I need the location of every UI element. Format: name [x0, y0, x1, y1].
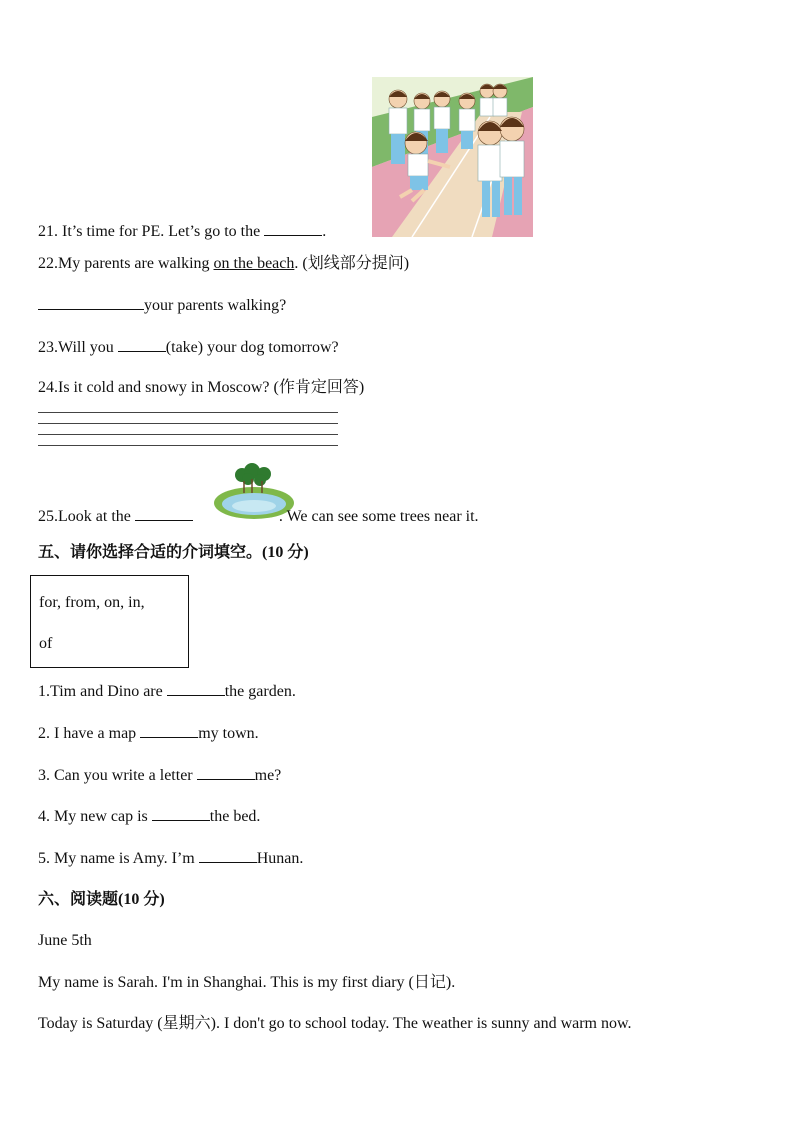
question-21 [38, 221, 326, 242]
question-22-answer [38, 295, 286, 316]
question-23-suffix: (take) your dog tomorrow? [165, 339, 339, 356]
item-suffix: my town. [198, 725, 259, 742]
answer-blank[interactable] [118, 337, 166, 352]
question-22-suffix: . (划线部分提问) [294, 255, 410, 272]
answer-blank[interactable] [167, 681, 225, 696]
answer-blank[interactable] [140, 723, 198, 738]
word-box-line2: of [39, 635, 53, 652]
section-6-title [38, 890, 165, 910]
playground-picture [372, 77, 533, 237]
answer-blank[interactable] [135, 506, 193, 521]
question-25-prefix: 25.Look at the [38, 508, 135, 525]
item-suffix: Hunan. [256, 850, 304, 867]
reading-date: June 5th [38, 932, 92, 949]
item-suffix: me? [254, 767, 282, 784]
question-22 [38, 254, 409, 274]
item-prefix: 3. Can you write a letter [38, 767, 197, 784]
question-22-prefix: 22.My parents are walking [38, 255, 214, 272]
answer-blank[interactable] [152, 806, 210, 821]
answer-blank[interactable] [264, 221, 322, 236]
item-prefix: 1.Tim and Dino are [38, 683, 167, 700]
question-24 [38, 378, 364, 398]
item-1 [38, 681, 296, 702]
question-22-answer-suffix: your parents walking? [144, 297, 287, 314]
reading-line-2: Today is Saturday (星期六). I don't go to school today. The weather is sunny and warm now. [38, 1015, 632, 1032]
writing-line[interactable] [38, 412, 338, 413]
word-box [30, 575, 189, 668]
section-6-title-cn: 六、阅读题 [38, 891, 119, 908]
question-23 [38, 337, 339, 358]
question-25 [38, 506, 479, 527]
answer-blank[interactable] [38, 295, 144, 310]
item-prefix: 5. My name is Amy. I’m [38, 850, 199, 867]
item-suffix: the bed. [209, 808, 261, 825]
section-6-title-score: (10 分) [118, 891, 165, 908]
item-5 [38, 848, 303, 869]
question-25-suffix: . We can see some trees near it. [278, 508, 479, 525]
writing-line[interactable] [38, 423, 338, 424]
item-2 [38, 723, 259, 744]
writing-line[interactable] [38, 445, 338, 446]
item-suffix: the garden. [224, 683, 296, 700]
item-prefix: 4. My new cap is [38, 808, 152, 825]
item-prefix: 2. I have a map [38, 725, 141, 742]
item-3 [38, 765, 281, 786]
reading-line-1: My name is Sarah. I'm in Shanghai. This is my first diary (日记). [38, 974, 456, 991]
word-box-line1: for, from, on, in, [39, 594, 145, 611]
question-21-text: 21. It’s time for PE. Let’s go to the [38, 223, 261, 240]
question-24-text: 24.Is it cold and snowy in Moscow? (作肯定回答) [38, 379, 365, 396]
writing-line[interactable] [38, 434, 338, 435]
answer-blank[interactable] [199, 848, 257, 863]
question-21-end: . [322, 223, 327, 240]
question-22-underlined: on the beach [213, 255, 295, 272]
question-23-prefix: 23.Will you [38, 339, 118, 356]
section-5-title: 五、请你选择合适的介词填空。(10 分) [38, 544, 309, 561]
answer-blank[interactable] [197, 765, 255, 780]
item-4 [38, 806, 260, 827]
